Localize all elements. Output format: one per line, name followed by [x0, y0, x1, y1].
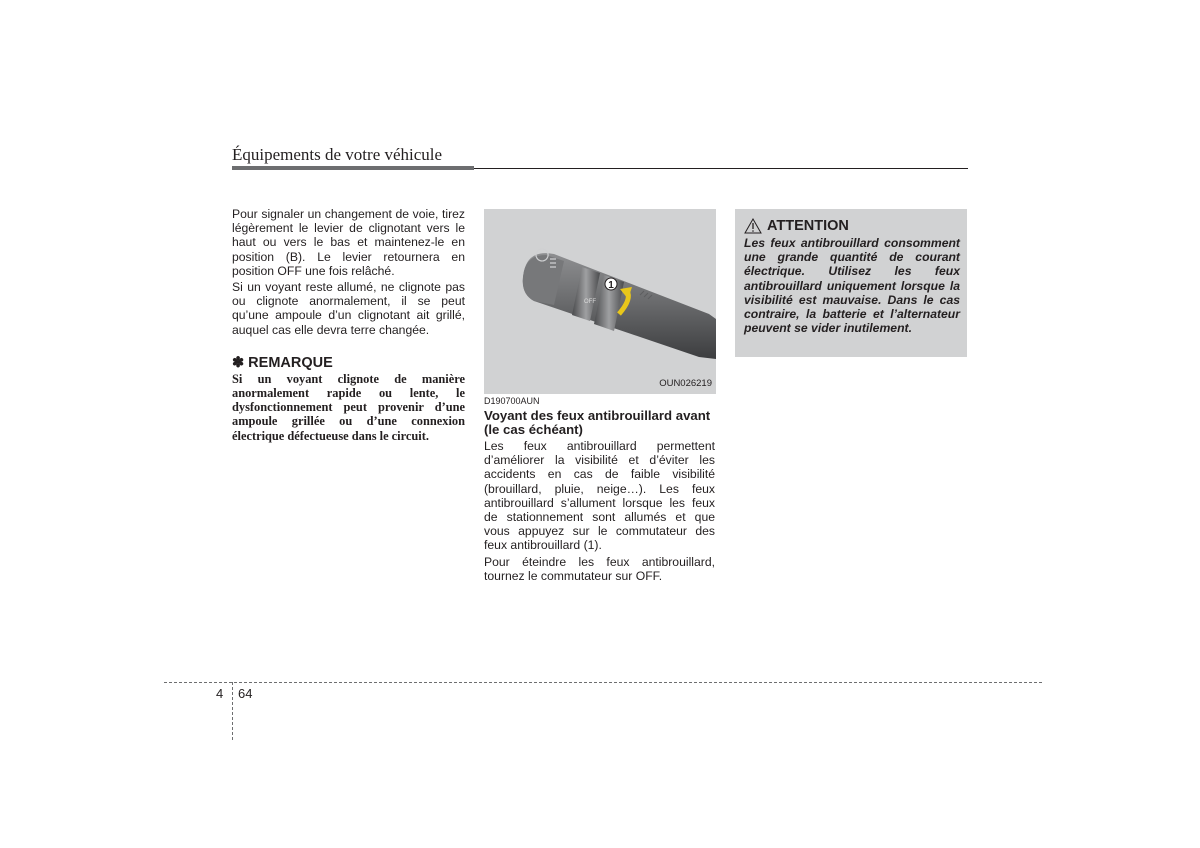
page-number: 64 [238, 686, 253, 701]
paragraph-bulb-failure: Si un voyant reste allumé, ne clignote pas ou clignote anormalement, il se peut qu’une ampoule d’un clignotant ait grillé, auquel cas elle devra terre changée. [232, 280, 465, 337]
footer-vertical-rule [232, 682, 233, 740]
remark-title: ✽ REMARQUE [232, 354, 333, 371]
left-column [232, 207, 465, 443]
paragraph-turn-off: Pour éteindre les feux antibrouillard, tournez le commutateur sur OFF. [484, 554, 715, 583]
remark-body: Si un voyant clignote de manière anormalement rapide ou lente, le dysfonctionnement peut provenir d’une ampoule grillée ou d’une connexion électrique défectueuse dans le circuit. [232, 371, 465, 443]
lever-illustration [484, 209, 716, 394]
chapter-number: 4 [216, 686, 224, 701]
callout-number: 1 [608, 280, 614, 291]
warning-title: ATTENTION [767, 218, 849, 234]
page-header-title: Équipements de votre véhicule [232, 145, 443, 164]
figure-code: OUN026219 [659, 378, 712, 389]
header-rule-thick [232, 166, 474, 170]
switch-off-label: OFF [584, 299, 596, 305]
lever-figure [484, 209, 716, 394]
warning-header [744, 218, 849, 234]
paragraph-fog-lights: Les feux antibrouillard permettent d’améliorer la visibilité et d’éviter les accidents en cas de faible visibilité (brouillard, pluie, neige…). Les feux antibrouillard s’allument lorsque les feux de stationnement sont allumés et que vous appuyez sur le commutateur des feux antibrouillard (1). [484, 439, 715, 553]
section-code: D190700AUN [484, 396, 540, 406]
footer-rule [164, 682, 1042, 683]
warning-box [735, 209, 967, 357]
paragraph-turn-signal: Pour signaler un changement de voie, tirez légèrement le levier de clignotant vers le haut ou vers le bas et maintenez-le en position (B). Le levier retournera en position OFF une fois relâché. [232, 207, 465, 278]
warning-triangle-icon [744, 218, 762, 234]
section-title: Voyant des feux antibrouillard avant (le cas échéant) [484, 408, 711, 437]
middle-column [484, 396, 715, 583]
header-rule-thin [474, 168, 968, 169]
warning-body: Les feux antibrouillard consomment une grande quantité de courant électrique. Utilisez les feux antibrouillard uniquement lorsque la visibilité est mauvaise. Dans le cas contraire, la batterie et l’alternateur peuvent se vider inutilement. [744, 236, 960, 336]
